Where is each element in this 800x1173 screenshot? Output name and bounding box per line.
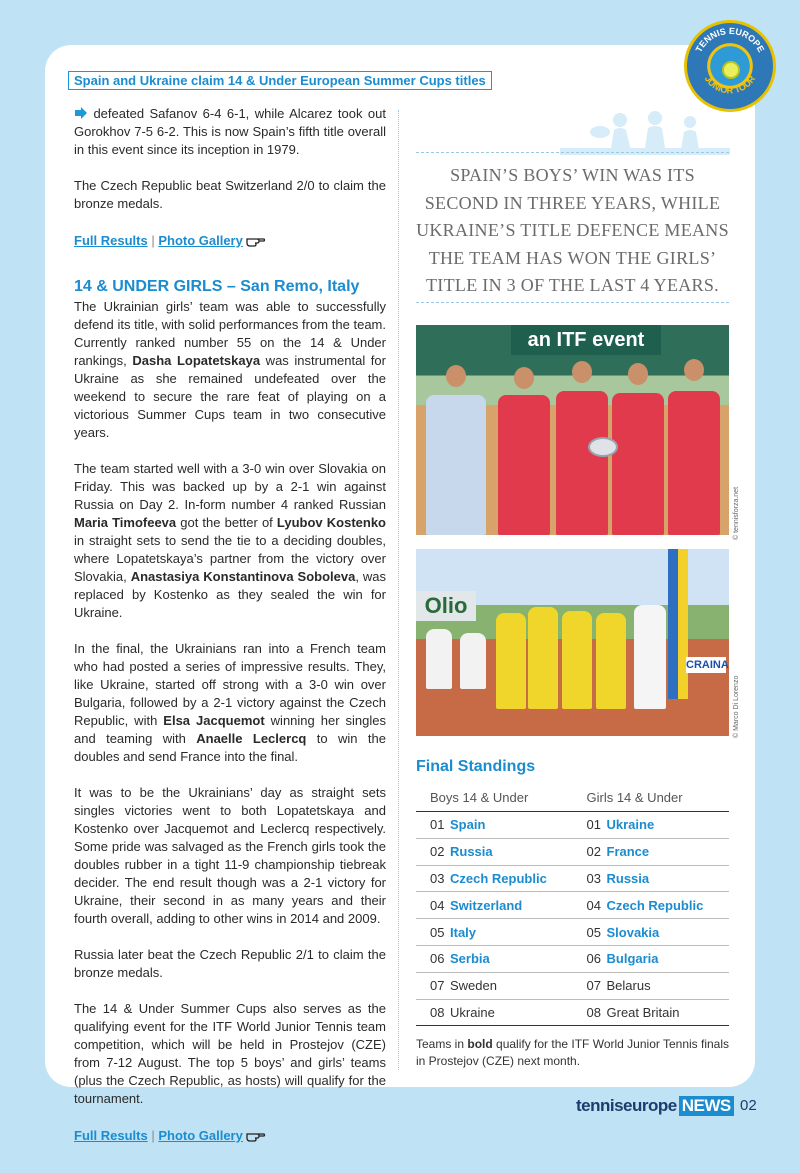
section-title: Spain and Ukraine claim 14 & Under European Summer Cups titles xyxy=(68,71,492,90)
boys-team-photo xyxy=(416,325,729,535)
girls-team-name: France xyxy=(607,838,730,865)
player-figure xyxy=(596,613,626,709)
paragraph-qualifying: The 14 & Under Summer Cups also serves as the qualifying event for the ITF World Junior Tennis team competition, which will be held in Prostejov (CZE) from 7-12 August. The top 5 boys’ and girls’ teams (plus the Czech Republic, as hosts) will qualify for the tournament. xyxy=(74,1001,386,1106)
player-figure xyxy=(496,613,526,709)
ukraine-flag xyxy=(668,549,688,699)
article-left-column xyxy=(74,105,386,1173)
svg-text:JUNIOR TOUR: JUNIOR TOUR xyxy=(702,73,758,96)
player-figure xyxy=(528,607,558,709)
paragraph-girls-intro: The Ukrainian girls’ team was able to successfully defend its title, with solid performances from the team. Currently ranked number 55 on the 14 & Under rankings, Dasha Lopatetskaya was instrumental for Ukraine as she remained undefeated over the weekend to secure the rare feat of playing on a victorious Summer Cups team in two consecutive years. xyxy=(74,299,386,440)
photo-credit: © Marco Di Lorenzo xyxy=(733,675,740,738)
continue-arrow-icon xyxy=(74,107,88,119)
full-results-link[interactable]: Full Results xyxy=(74,233,148,248)
paragraph-spain-result: defeated Safanov 6-4 6-1, while Alcarez took out Gorokhov 7-5 6-2. This is now Spain’s fifth title overall in this event since its inception in 1979. xyxy=(74,106,386,157)
girls-position: 01 xyxy=(573,812,607,839)
boys-team-name: Czech Republic xyxy=(450,865,573,892)
table-row xyxy=(416,999,729,1026)
pointing-hand-icon xyxy=(246,234,266,248)
paragraph-girls-final-opponent: In the final, the Ukrainians ran into a French team who had posted a series of impressive results. They, like Ukraine, started off strong with a 3-0 win over Bulgaria, followed by a 2-1 victory against the Czech Republic, with Elsa Jacquemot winning her singles and teaming with Anaelle Leclercq to win the doubles and send France into the final. xyxy=(74,641,386,764)
girls-heading: 14 & UNDER GIRLS – San Remo, Italy xyxy=(74,278,360,295)
official-figure xyxy=(426,395,486,535)
boys-team-name: Serbia xyxy=(450,945,573,972)
boys-position: 01 xyxy=(416,812,450,839)
player-figure xyxy=(498,395,550,535)
boys-team-name: Spain xyxy=(450,812,573,839)
boys-team-name: Sweden xyxy=(450,972,573,999)
table-row xyxy=(416,812,729,839)
pointing-hand-icon xyxy=(246,1129,266,1143)
boys-team-name: Switzerland xyxy=(450,892,573,919)
girls-links: Full Results | Photo Gallery xyxy=(74,1126,386,1145)
tenniseurope-news-logo: tenniseurope NEWS xyxy=(576,1096,734,1116)
player-figure xyxy=(562,611,592,709)
table-row xyxy=(416,919,729,946)
logo-lettering xyxy=(684,20,776,112)
itf-event-banner: an ITF event xyxy=(511,325,661,355)
full-results-link[interactable]: Full Results xyxy=(74,1128,148,1143)
paragraph-boys-bronze: The Czech Republic beat Switzerland 2/0 to claim the bronze medals. xyxy=(74,178,386,211)
girls-team-name: Czech Republic xyxy=(607,892,730,919)
boys-position: 02 xyxy=(416,838,450,865)
quote-rule-top xyxy=(416,152,729,153)
boys-links: Full Results | Photo Gallery xyxy=(74,231,386,250)
boys-position: 05 xyxy=(416,919,450,946)
girls-team-name: Bulgaria xyxy=(607,945,730,972)
boys-column-header: Boys 14 & Under xyxy=(416,784,573,812)
boys-position: 06 xyxy=(416,945,450,972)
table-row xyxy=(416,892,729,919)
girls-position: 06 xyxy=(573,945,607,972)
table-row xyxy=(416,945,729,972)
standings-note: Teams in bold qualify for the ITF World Junior Tennis finals in Prostejov (CZE) next month. xyxy=(416,1037,730,1068)
final-standings-title: Final Standings xyxy=(416,758,536,775)
page-number: 02 xyxy=(740,1097,757,1114)
boys-position: 04 xyxy=(416,892,450,919)
table-row xyxy=(416,972,729,999)
player-figure xyxy=(556,391,608,535)
girls-position: 08 xyxy=(573,999,607,1026)
table-row xyxy=(416,838,729,865)
final-standings-table xyxy=(416,784,729,1026)
girls-position: 02 xyxy=(573,838,607,865)
girls-team-photo xyxy=(416,549,729,736)
paragraph-girls-final: It was to be the Ukrainians’ day as straight sets singles victories went to both Lopatetskaya and Kostenko over Jacquemot and Leclercq respectively. Some pride was salvaged as the French girls took the doubles rubber in a tight 11-9 championship tiebreak decider. The end result though was a 2-1 victory for Ukraine, their second in as many years and their fourth overall, adding to other wins in 2014 and 2009. xyxy=(74,785,386,926)
boys-team-name: Russia xyxy=(450,838,573,865)
quote-rule-bottom xyxy=(416,302,729,303)
trophy-plate xyxy=(588,437,618,457)
girls-team-name: Ukraine xyxy=(607,812,730,839)
photo-gallery-link[interactable]: Photo Gallery xyxy=(158,233,243,248)
players-silhouette-decoration xyxy=(560,110,730,155)
girls-position: 03 xyxy=(573,865,607,892)
photo-gallery-link[interactable]: Photo Gallery xyxy=(158,1128,243,1143)
column-divider xyxy=(398,110,399,1070)
olio-sign: Olio xyxy=(416,591,476,621)
boys-position: 03 xyxy=(416,865,450,892)
boys-position: 08 xyxy=(416,999,450,1026)
svg-text:TENNIS EUROPE: TENNIS EUROPE xyxy=(693,25,767,54)
girls-position: 07 xyxy=(573,972,607,999)
table-row xyxy=(416,865,729,892)
girls-team-name: Belarus xyxy=(607,972,730,999)
girls-position: 04 xyxy=(573,892,607,919)
girls-team-name: Russia xyxy=(607,865,730,892)
girls-column-header: Girls 14 & Under xyxy=(573,784,730,812)
boys-team-name: Ukraine xyxy=(450,999,573,1026)
girls-team-name: Great Britain xyxy=(607,999,730,1026)
player-figure xyxy=(612,393,664,535)
paragraph-girls-bronze: Russia later beat the Czech Republic 2/1 to claim the bronze medals. xyxy=(74,947,386,980)
paragraph-girls-group: The team started well with a 3-0 win over Slovakia on Friday. This was backed up by a 2-1 win against Russia on Day 2. In-form number 4 ranked Russian Maria Timofeeva got the better of Lyubov Kostenko in straight sets to send the tie to a deciding doubles, where Lopatetskaya’s partner from the victory over Slovakia, Anastasiya Konstantinova Soboleva, was replaced by Kostenko as they sealed the win for Ukraine. xyxy=(74,461,387,620)
player-figure xyxy=(668,391,720,535)
girls-position: 05 xyxy=(573,919,607,946)
ukraine-flag-text: CRAINA xyxy=(686,659,729,671)
coach-figure xyxy=(634,605,666,709)
boys-position: 07 xyxy=(416,972,450,999)
girls-team-name: Slovakia xyxy=(607,919,730,946)
boys-team-name: Italy xyxy=(450,919,573,946)
photo-credit: © tennisforza.net xyxy=(733,486,740,540)
pull-quote: SPAIN’S BOYS’ WIN WAS ITS SECOND IN THREE YEARS, WHILE UKRAINE’S TITLE DEFENCE MEANS THE TEAM HAS WON THE GIRLS’ TITLE IN 3 OF THE LAST 4 YEARS. xyxy=(416,165,729,295)
